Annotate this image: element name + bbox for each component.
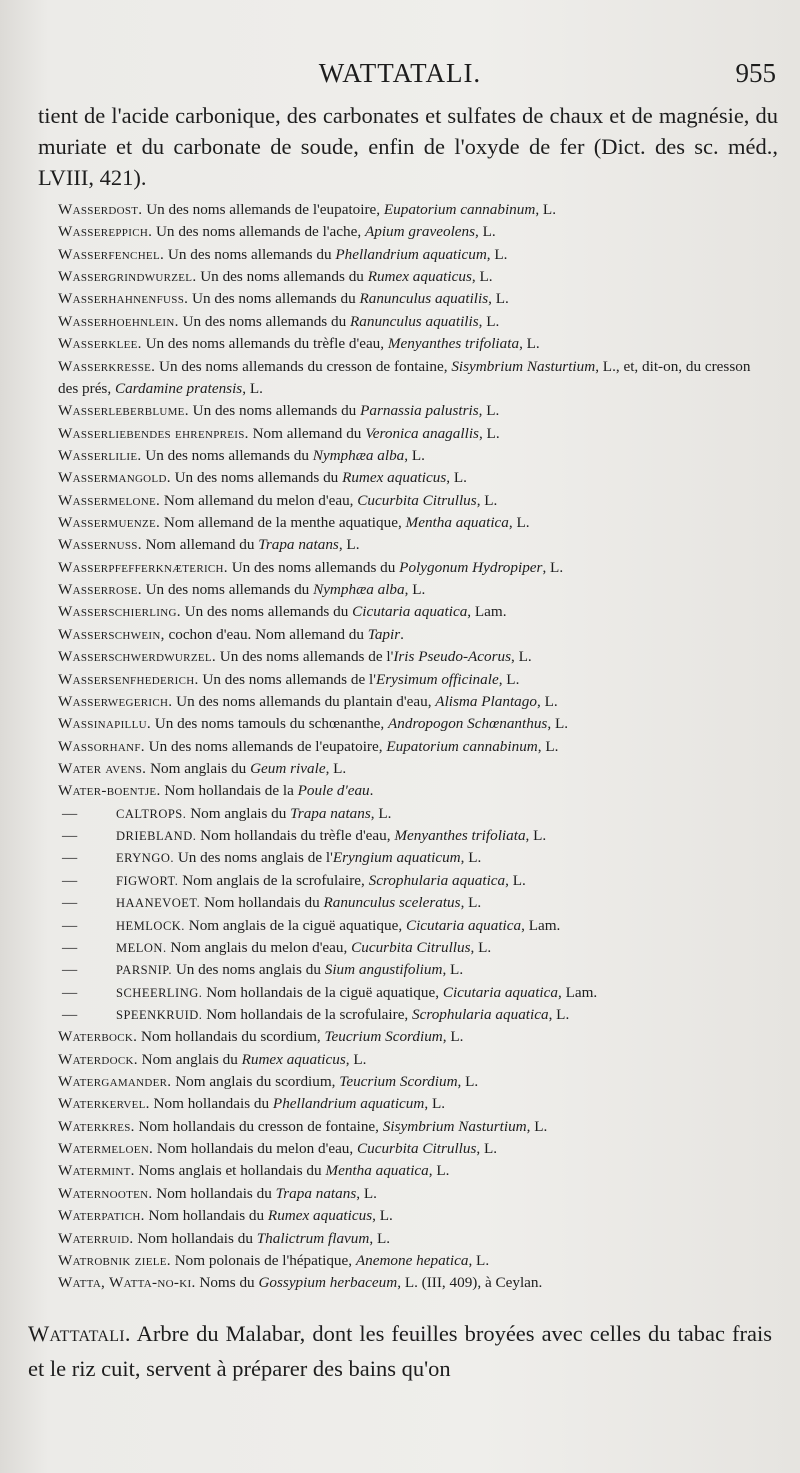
entry-definition: Nom hollandais du — [200, 894, 324, 912]
entry-authority: . — [400, 625, 404, 643]
dictionary-entry — [0, 1138, 800, 1160]
entry-authority: , L. — [442, 961, 464, 979]
entry-authority: , L. — [372, 1207, 393, 1225]
dictionary-entry — [0, 199, 800, 221]
closing-headword: Wattatali. — [28, 1321, 131, 1346]
dictionary-entry — [0, 1160, 800, 1182]
entry-authority: , L. — [486, 245, 508, 263]
dictionary-entry — [0, 311, 800, 333]
entry-authority: , L. — [547, 715, 569, 733]
entry-headword: Watergamander. — [58, 1073, 172, 1091]
closing-paragraph — [28, 1316, 772, 1386]
entry-headword: Wasserschwein, — [58, 625, 165, 643]
dictionary-entry — [0, 221, 800, 243]
entry-authority: , L. — [442, 1028, 464, 1046]
entry-latin-name: Parnassia palustris — [360, 402, 479, 420]
entry-latin-name: Mentha aquatica — [325, 1162, 429, 1180]
entry-headword: Wasserklee. — [58, 335, 142, 353]
entry-latin-name: Sisymbrium Nasturtium — [382, 1117, 527, 1135]
dictionary-entry — [0, 780, 800, 802]
entry-list — [0, 199, 800, 1295]
entry-latin-name: Apium graveolens — [364, 223, 476, 241]
dictionary-entry — [0, 356, 800, 401]
entry-headword: Wassinapillu. — [58, 715, 151, 733]
entry-latin-name: Polygonum Hydropiper — [399, 558, 543, 576]
entry-headword: Waterbock. — [58, 1028, 138, 1046]
entry-authority: , L. — [460, 849, 482, 867]
entry-latin-name: Rumex aquaticus — [241, 1050, 346, 1068]
entry-dash: — — [62, 938, 78, 956]
entry-latin-name: Scrophularia aquatica — [368, 871, 506, 889]
entry-authority: , L. — [404, 446, 425, 464]
entry-definition: Nom anglais du — [186, 804, 291, 822]
entry-latin-name: Erysimum officinale — [375, 670, 499, 688]
entry-headword: Wasserschierling. — [58, 603, 181, 621]
entry-latin-name: Trapa natans — [290, 804, 371, 822]
entry-definition: Nom allemand du melon d'eau, — [160, 491, 358, 509]
entry-headword: SCHEERLING. — [116, 985, 203, 1000]
entry-latin-name: Rumex aquaticus — [342, 469, 447, 487]
entry-authority: , L. — [476, 491, 498, 509]
entry-definition: Nom hollandais du trèfle d'eau, — [196, 827, 395, 845]
dictionary-entry — [0, 1183, 800, 1205]
dictionary-entry — [0, 959, 800, 981]
dictionary-entry — [0, 915, 800, 937]
entry-headword: Wasserleberblume. — [58, 402, 189, 420]
entry-headword: Waternooten. — [58, 1184, 153, 1202]
entry-latin-name: Menyanthes trifoliata — [387, 335, 520, 353]
entry-authority: , Lam. — [521, 916, 561, 934]
dictionary-entry — [0, 445, 800, 467]
entry-definition: Un des noms allemands du — [188, 290, 360, 308]
entry-definition: Nom allemand du — [248, 424, 366, 442]
entry-latin-name: Cardamine pratensis — [114, 379, 243, 397]
entry-latin-name: Mentha aquatica — [405, 514, 509, 532]
entry-headword: Wasserdost. — [58, 201, 143, 218]
entry-headword: Watermeloen. — [58, 1140, 154, 1158]
entry-definition: Nom polonais de l'hépatique, — [170, 1251, 356, 1269]
entry-definition: Un des noms allemands du — [170, 469, 343, 487]
dictionary-entry — [0, 1116, 800, 1138]
entry-latin-name: Alisma Plantago — [435, 692, 537, 710]
entry-authority: , L. — [325, 759, 347, 777]
entry-dash: — — [62, 827, 78, 845]
entry-definition: Un des noms allemands du trèfle d'eau, — [141, 335, 388, 353]
entry-authority: , L. — [457, 1073, 479, 1091]
entry-authority: , L. — [548, 1005, 570, 1023]
entry-authority: , L. — [478, 312, 500, 330]
entry-definition: Noms anglais et hollandais du — [134, 1162, 326, 1180]
entry-definition: Un des noms allemands de l'ache, — [152, 223, 365, 241]
entry-definition: Nom allemand de la menthe aquatique, — [160, 514, 406, 532]
entry-headword: Wassersenfhederich. — [58, 670, 199, 688]
dictionary-entry — [0, 669, 800, 691]
dictionary-entry — [0, 1093, 800, 1115]
entry-latin-name: Eryngium aquaticum — [332, 849, 461, 867]
entry-headword: Watrobnik ziele. — [58, 1251, 171, 1269]
dictionary-entry — [0, 467, 800, 489]
entry-headword: ERYNGO. — [116, 851, 175, 866]
entry-definition: Un des noms allemands du — [180, 603, 353, 621]
entry-authority: , L. — [536, 692, 558, 710]
entry-latin-name: Eupatorium cannabinum — [386, 737, 538, 755]
dictionary-entry — [0, 758, 800, 780]
dictionary-entry — [0, 266, 800, 288]
entry-latin-name: Cucurbita Citrullus — [357, 1140, 477, 1158]
dictionary-entry — [0, 557, 800, 579]
entry-latin-name: Sium angustifolium — [324, 961, 443, 979]
entry-headword: Wassergrindwurzel. — [58, 268, 197, 286]
entry-authority: , L. — [537, 737, 559, 755]
entry-headword: DRIEBLAND. — [116, 829, 197, 844]
entry-definition: Nom anglais de la ciguë aquatique, — [184, 916, 406, 934]
entry-authority: , L. — [475, 223, 496, 241]
dictionary-entry — [0, 579, 800, 601]
dictionary-entry — [0, 490, 800, 512]
entry-latin-name: Nymphæa alba — [312, 446, 405, 464]
dictionary-entry — [0, 534, 800, 556]
dictionary-entry — [0, 244, 800, 266]
entry-definition: Un des noms tamouls du schœnanthe, — [150, 715, 389, 733]
entry-headword: Wasserfenchel. — [58, 245, 165, 263]
entry-definition: Un des noms allemands du cresson de fontaine, — [155, 357, 452, 375]
entry-authority: , L. — [505, 871, 526, 889]
entry-definition: Un des noms allemands de l' — [198, 670, 376, 688]
dictionary-entry — [0, 1004, 800, 1026]
dictionary-entry — [0, 333, 800, 355]
dictionary-entry — [0, 1205, 800, 1227]
entry-latin-name: Phellandrium aquaticum — [335, 245, 487, 263]
entry-definition: Nom hollandais du — [144, 1207, 268, 1225]
entry-latin-name: Anemone hepatica — [355, 1251, 469, 1269]
entry-latin-name: Poule d'eau — [297, 782, 370, 800]
entry-latin-name: Trapa natans — [275, 1184, 357, 1202]
dictionary-entry — [0, 736, 800, 758]
entry-headword: Wassermelone. — [58, 491, 161, 509]
entry-latin-name: Cicutaria aquatica — [442, 983, 558, 1001]
entry-headword: Wassereppich. — [58, 223, 153, 241]
entry-latin-name: Ranunculus sceleratus — [323, 894, 461, 912]
entry-definition: Un des noms allemands du — [188, 402, 361, 420]
entry-authority: , L. — [428, 1162, 450, 1180]
entry-headword: Wasserrose. — [58, 581, 142, 599]
entry-definition: Nom hollandais du — [152, 1184, 276, 1202]
entry-authority: , L. — [535, 201, 556, 218]
entry-authority: , L. — [460, 894, 482, 912]
entry-authority: , L. — [471, 268, 493, 286]
entry-headword: FIGWORT. — [116, 873, 179, 888]
entry-definition: Noms du — [195, 1274, 259, 1292]
entry-authority: , L. — [508, 514, 530, 532]
entry-authority: , L. — [498, 670, 520, 688]
entry-authority: , L. — [369, 1229, 391, 1247]
entry-latin-name: Rumex aquaticus — [267, 1207, 373, 1225]
entry-latin-name: Ranunculus aquatilis — [359, 290, 489, 308]
entry-headword: Watta, Watta-no-ki. — [58, 1274, 196, 1292]
dictionary-entry — [0, 803, 800, 825]
entry-authority: , L. — [424, 1095, 446, 1113]
entry-latin-name: Andropogon Schœnanthus — [388, 715, 548, 733]
entry-dash: — — [62, 961, 78, 979]
entry-headword: CALTROPS. — [116, 806, 187, 821]
dictionary-entry — [0, 1049, 800, 1071]
entry-authority: , L. — [345, 1050, 367, 1068]
entry-definition: Un des noms allemands du — [141, 446, 313, 464]
entry-authority: , L. (III, 409), à Ceylan. — [397, 1274, 543, 1292]
entry-headword: SPEENKRUID. — [116, 1007, 203, 1022]
entry-latin-name: Cicutaria aquatica — [405, 916, 522, 934]
entry-definition: Un des noms allemands du — [227, 558, 400, 576]
entry-latin-name: Sisymbrium Nasturtium — [451, 357, 596, 375]
entry-authority: . — [369, 782, 374, 800]
dictionary-entry — [0, 1026, 800, 1048]
entry-headword: PARSNIP. — [116, 963, 173, 978]
entry-dash: — — [62, 916, 78, 934]
entry-headword: Wasserwegerich. — [58, 692, 173, 710]
dictionary-entry — [0, 512, 800, 534]
entry-definition: Nom allemand du — [141, 536, 259, 554]
entry-authority: , L. — [242, 379, 263, 397]
dictionary-entry — [0, 691, 800, 713]
dictionary-entry — [0, 601, 800, 623]
entry-latin-name: Iris Pseudo-Acorus — [393, 648, 512, 666]
entry-headword: Water-boentje. — [58, 782, 161, 800]
entry-latin-name: Scrophularia aquatica — [412, 1005, 549, 1023]
dictionary-entry — [0, 713, 800, 735]
entry-latin-name: Thalictrum flavum — [256, 1229, 370, 1247]
entry-headword: Watermint. — [58, 1162, 135, 1180]
entry-authority: , L. — [526, 1117, 548, 1135]
entry-definition: Nom hollandais du cresson de fontaine, — [134, 1117, 383, 1135]
entry-definition: Un des noms allemands de l'eupatoire, — [144, 737, 387, 755]
entry-definition: Nom anglais du — [146, 759, 251, 777]
entry-definition: Un des noms anglais du — [172, 961, 325, 979]
entry-headword: Waterpatich. — [58, 1207, 145, 1225]
entry-latin-name: Gossypium herbaceum — [258, 1274, 398, 1292]
dictionary-entry — [0, 870, 800, 892]
entry-definition: Nom hollandais de la — [160, 782, 298, 800]
entry-authority: , L. — [476, 1140, 498, 1158]
entry-authority: , L. — [446, 469, 467, 487]
entry-headword: Wasserhahnenfuss. — [58, 290, 189, 308]
entry-latin-name: Menyanthes trifoliata — [394, 827, 526, 845]
entry-latin-name: Rumex aquaticus — [367, 268, 472, 286]
entry-authority: , L. — [519, 335, 540, 353]
dictionary-entry — [0, 1228, 800, 1250]
entry-latin-name: Veronica anagallis — [365, 424, 479, 442]
entry-headword: Wassermangold. — [58, 469, 171, 487]
entry-definition: Nom anglais du scordium, — [171, 1073, 340, 1091]
entry-dash: — — [62, 804, 78, 822]
entry-authority: , L. — [404, 581, 426, 599]
entry-definition: cochon d'eau. Nom allemand du — [164, 625, 368, 643]
entry-authority: , L. — [511, 648, 532, 666]
entry-headword: Wasserliebendes ehrenpreis. — [58, 424, 249, 442]
entry-definition: Nom hollandais de la ciguë aquatique, — [202, 983, 443, 1001]
entry-dash: — — [62, 1005, 78, 1023]
dictionary-entry — [0, 1250, 800, 1272]
entry-authority: , Lam. — [557, 983, 598, 1001]
entry-latin-name: Ranunculus aquatilis — [349, 312, 479, 330]
entry-headword: Wasserlilie. — [58, 446, 142, 464]
entry-headword: Wasserpfefferknæterich. — [58, 558, 228, 576]
entry-dash: — — [62, 894, 78, 912]
dictionary-entry — [0, 400, 800, 422]
entry-latin-name: Nymphæa alba — [313, 581, 405, 599]
entry-authority: , L. — [338, 536, 360, 554]
entry-latin-name: Geum rivale — [250, 759, 326, 777]
entry-headword: Wassermuenze. — [58, 514, 161, 532]
entry-definition: Nom anglais du melon d'eau, — [166, 938, 352, 956]
entry-headword: Wasserhoehnlein. — [58, 312, 179, 330]
entry-authority: , L. — [525, 827, 547, 845]
entry-definition: Un des noms allemands du plantain d'eau, — [172, 692, 436, 710]
entry-definition: Nom hollandais du scordium, — [137, 1028, 325, 1046]
dictionary-entry — [0, 892, 800, 914]
entry-latin-name: Eupatorium cannabinum — [383, 201, 536, 218]
entry-headword: Wassernuss. — [58, 536, 142, 554]
entry-headword: Water avens. — [58, 759, 147, 777]
entry-authority: , L. — [542, 558, 564, 576]
entry-definition: Nom hollandais de la scrofulaire, — [202, 1005, 413, 1023]
entry-dash: — — [62, 871, 78, 889]
entry-authority: , L. — [356, 1184, 377, 1202]
page-header — [0, 58, 800, 92]
entry-definition: Un des noms allemands de l' — [215, 648, 394, 666]
dictionary-entry — [0, 937, 800, 959]
entry-headword: Wasserschwerdwurzel. — [58, 648, 216, 666]
entry-latin-name: Trapa natans — [258, 536, 339, 554]
entry-authority: , L. — [468, 1251, 490, 1269]
entry-definition: Un des noms allemands du — [141, 581, 314, 599]
page-number: 955 — [735, 58, 776, 88]
entry-authority: , L. — [478, 424, 500, 442]
entry-latin-name: Cucurbita Citrullus — [351, 938, 471, 956]
entry-definition: Un des noms anglais de l' — [174, 849, 333, 867]
intro-paragraph: tient de l'acide carbonique, des carbonates et sulfates de chaux et de magnésie, du muriate et du carbonate de soude, enfin de l'oxyde de fer (Dict. des sc. méd., LVIII, 421). — [38, 103, 778, 190]
entry-headword: Waterkres. — [58, 1117, 135, 1135]
entry-latin-name: Cicutaria aquatica — [352, 603, 468, 621]
entry-authority: , L. — [370, 804, 392, 822]
entry-authority: , Lam. — [467, 603, 507, 621]
entry-headword: Wassorhanf. — [58, 737, 145, 755]
dictionary-entry — [0, 624, 800, 646]
entry-definition: Nom hollandais du melon d'eau, — [153, 1140, 357, 1158]
entry-definition: Nom hollandais du — [149, 1095, 273, 1113]
entry-dash: — — [62, 983, 78, 1001]
entry-latin-name: Teucrium Scordium — [324, 1028, 443, 1046]
entry-definition: Nom anglais de la scrofulaire, — [178, 871, 369, 889]
entry-definition: Un des noms allemands du — [178, 312, 350, 330]
entry-latin-name: Phellandrium aquaticum — [272, 1095, 425, 1113]
dictionary-entry — [0, 847, 800, 869]
entry-headword: Wasserkresse. — [58, 357, 156, 375]
entry-authority: , L. — [478, 402, 500, 420]
entry-headword: MELON. — [116, 940, 167, 955]
entry-authority: , L. — [470, 938, 492, 956]
entry-headword: Waterkervel. — [58, 1095, 150, 1113]
entry-headword: Waterdock. — [58, 1050, 138, 1068]
entry-latin-name: Teucrium Scordium — [339, 1073, 458, 1091]
entry-dash: — — [62, 849, 78, 867]
entry-latin-name: Tapir — [367, 625, 401, 643]
entry-definition: Un des noms allemands du — [196, 268, 368, 286]
dictionary-entry — [0, 982, 800, 1004]
entry-latin-name: Cucurbita Citrullus — [357, 491, 477, 509]
entry-authority: , L. — [488, 290, 509, 308]
dictionary-entry — [0, 288, 800, 310]
entry-authority: , L., et, dit-on, du cresson des prés, — [58, 357, 751, 397]
closing-text: Arbre du Malabar, dont les feuilles broyées avec celles du tabac frais et le riz cuit, servent à préparer des bains qu'on — [28, 1321, 772, 1381]
dictionary-entry — [0, 1272, 800, 1294]
entry-definition: Nom anglais du — [137, 1050, 242, 1068]
dictionary-entry — [0, 646, 800, 668]
entry-definition: Un des noms allemands de l'eupatoire, — [142, 201, 384, 218]
running-title: WATTATALI. — [318, 58, 482, 88]
entry-headword: Waterruid. — [58, 1229, 134, 1247]
dictionary-entry — [0, 1071, 800, 1093]
entry-definition: Un des noms allemands du — [164, 245, 336, 263]
entry-definition: Nom hollandais du — [133, 1229, 257, 1247]
dictionary-entry — [0, 825, 800, 847]
dictionary-entry — [0, 423, 800, 445]
entry-headword: HEMLOCK. — [116, 918, 185, 933]
entry-headword: HAANEVOET. — [116, 896, 201, 911]
